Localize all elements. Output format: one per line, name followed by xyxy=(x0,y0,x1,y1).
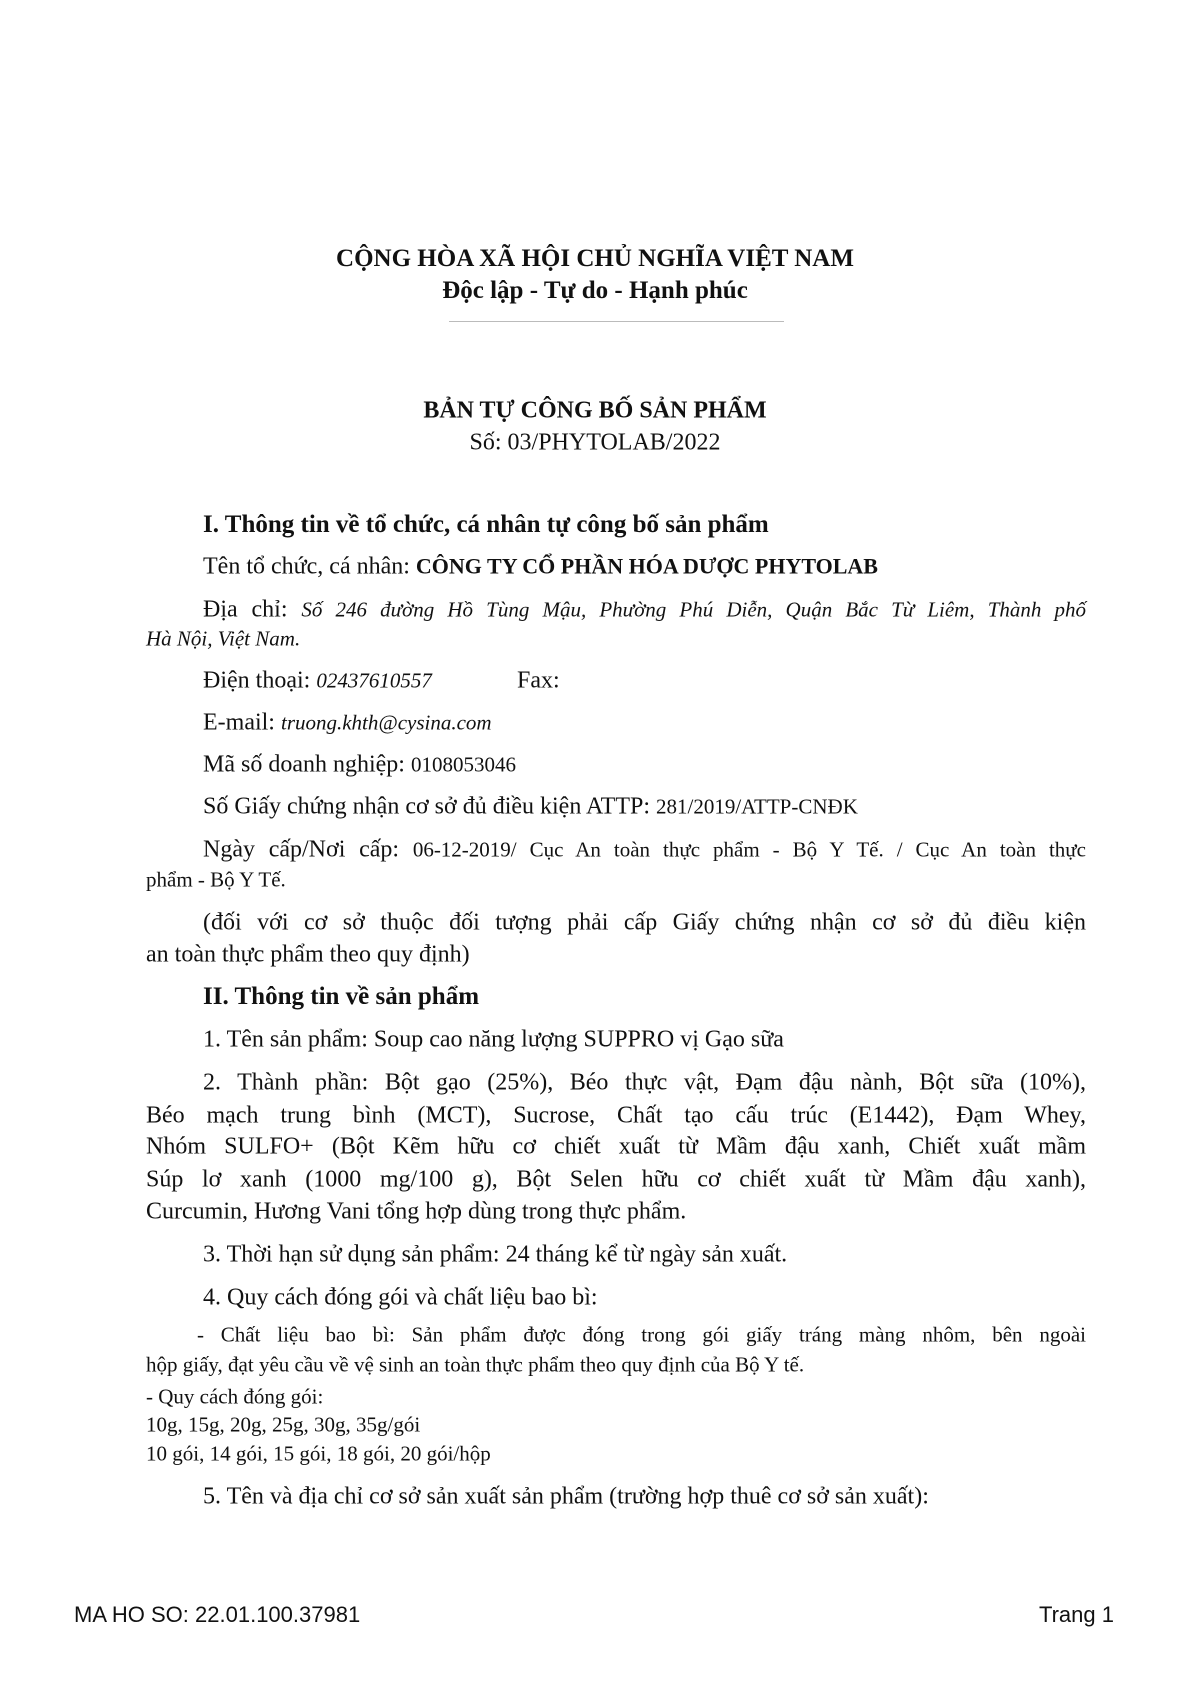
section2-heading: II. Thông tin về sản phẩm xyxy=(203,983,480,1010)
cert-label: Số Giấy chứng nhận cơ sở đủ điều kiện ATTP: xyxy=(203,793,657,820)
fax-label: Fax: xyxy=(517,667,560,694)
issue-label: Ngày cấp/Nơi cấp: xyxy=(203,836,413,863)
note-line1: (đối với cơ sở thuộc đối tượng phải cấp Giấy chứng nhận cơ sở đủ điều kiện xyxy=(203,909,1086,936)
address-line1 xyxy=(146,598,1086,622)
shelf-life: 3. Thời hạn sử dụng sản phẩm: 24 tháng kể từ ngày sản xuất. xyxy=(203,1241,788,1268)
org-value: CÔNG TY CỔ PHẦN HÓA DƯỢC PHYTOLAB xyxy=(415,553,878,579)
issue-line1 xyxy=(146,838,1086,862)
email-label: E-mail: xyxy=(203,709,281,736)
packaging-line: 10g, 15g, 20g, 25g, 30g, 35g/gói xyxy=(146,1412,421,1437)
phone-label: Điện thoại: xyxy=(203,667,317,694)
page-number: Trang 1 xyxy=(1038,1602,1114,1627)
ingredients-line: Béo mạch trung bình (MCT), Sucrose, Chất tạo cấu trúc (E1442), Đạm Whey, xyxy=(146,1102,1086,1129)
product-name: 1. Tên sản phẩm: Soup cao năng lượng SUPPRO vị Gạo sữa xyxy=(203,1026,784,1053)
tax-label: Mã số doanh nghiệp: xyxy=(203,751,411,778)
address-label: Địa chỉ: xyxy=(203,596,302,623)
phone-value: 02437610557 xyxy=(316,668,432,693)
note-line2: an toàn thực phẩm theo quy định) xyxy=(146,941,470,968)
manufacturer-heading: 5. Tên và địa chỉ cơ sở sản xuất sản phẩm (trường hợp thuê cơ sở sản xuất): xyxy=(203,1483,929,1510)
motto: Độc lập - Tự do - Hạnh phúc xyxy=(442,277,748,304)
issue-line2: phẩm - Bộ Y Tế. xyxy=(146,867,286,892)
address-value: Số 246 đường Hồ Tùng Mậu, Phường Phú Diễn, Quận Bắc Từ Liêm, Thành phố xyxy=(301,597,1087,622)
ingredients-line: Curcumin, Hương Vani tổng hợp dùng trong thực phẩm. xyxy=(146,1198,687,1225)
document-title: BẢN TỰ CÔNG BỐ SẢN PHẨM xyxy=(423,397,767,424)
packaging-line: hộp giấy, đạt yêu cầu về vệ sinh an toàn thực phẩm theo quy định của Bộ Y tế. xyxy=(146,1352,805,1377)
email-line xyxy=(203,711,492,735)
org-label: Tên tổ chức, cá nhân: xyxy=(203,553,416,580)
ingredients-line: Nhóm SULFO+ (Bột Kẽm hữu cơ chiết xuất từ Mầm đậu xanh, Chiết xuất mầm xyxy=(146,1133,1086,1160)
issue-value: 06-12-2019/ Cục An toàn thực phẩm - Bộ Y Tế. / Cục An toàn thực xyxy=(412,837,1086,862)
packaging-heading: 4. Quy cách đóng gói và chất liệu bao bì: xyxy=(203,1284,598,1311)
section1-heading: I. Thông tin về tổ chức, cá nhân tự công bố sản phẩm xyxy=(203,511,769,538)
packaging-line: - Chất liệu bao bì: Sản phẩm được đóng trong gói giấy tráng màng nhôm, bên ngoài xyxy=(197,1322,1086,1347)
tax-value: 0108053046 xyxy=(410,752,516,777)
nation-heading: CỘNG HÒA XÃ HỘI CHỦ NGHĨA VIỆT NAM xyxy=(336,245,854,272)
ingredients-line: 2. Thành phần: Bột gạo (25%), Béo thực vật, Đạm đậu nành, Bột sữa (10%), xyxy=(203,1069,1086,1096)
ingredients-line: Súp lơ xanh (1000 mg/100 g), Bột Selen hữu cơ chiết xuất từ Mầm đậu xanh), xyxy=(146,1166,1086,1193)
packaging-line: - Quy cách đóng gói: xyxy=(146,1384,324,1409)
cert-line xyxy=(203,795,858,819)
address-line2: Hà Nội, Việt Nam. xyxy=(146,626,301,651)
divider xyxy=(449,321,784,322)
org-line xyxy=(203,555,878,579)
tax-line xyxy=(203,753,516,777)
packaging-line: 10 gói, 14 gói, 15 gói, 18 gói, 20 gói/hộp xyxy=(146,1441,491,1466)
document-number: Số: 03/PHYTOLAB/2022 xyxy=(469,429,721,456)
email-value: truong.khth@cysina.com xyxy=(280,710,492,735)
file-code: MA HO SO: 22.01.100.37981 xyxy=(74,1602,361,1627)
cert-value: 281/2019/ATTP-CNĐK xyxy=(656,794,858,819)
phone-line xyxy=(203,669,432,693)
